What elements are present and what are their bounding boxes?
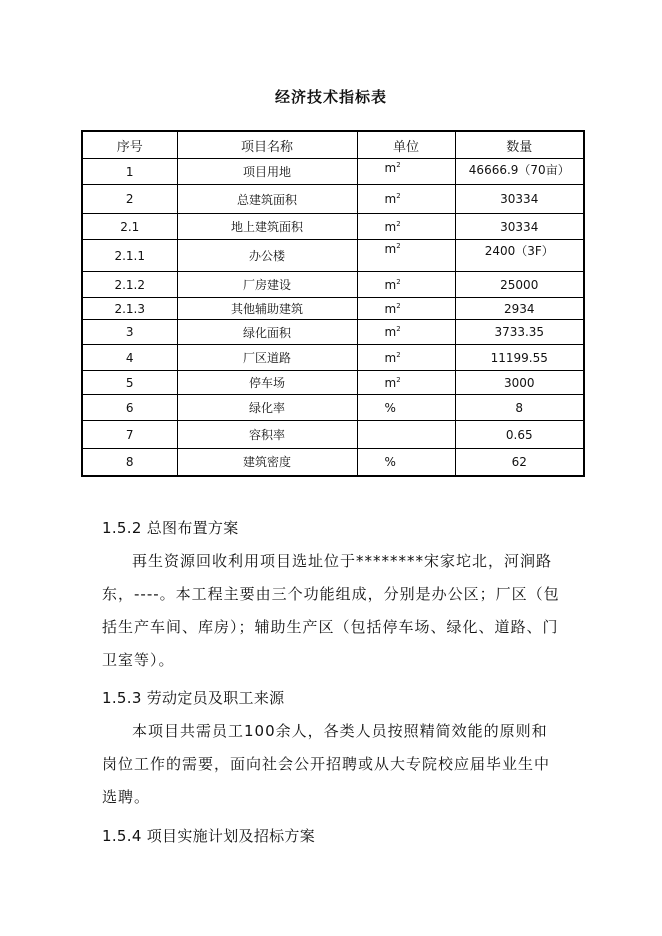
row-quantity: 62 <box>455 449 584 476</box>
page-title: 经济技术指标表 <box>274 88 387 106</box>
row-quantity: 0.65 <box>455 421 584 449</box>
unit-superscript: 2 <box>396 301 401 310</box>
row-unit <box>357 345 455 371</box>
unit-text: % <box>384 454 396 469</box>
unit-superscript: 2 <box>396 192 401 200</box>
table-row <box>82 159 584 185</box>
unit-text: m <box>384 219 397 234</box>
row-index: 2.1 <box>82 214 177 240</box>
row-quantity: 3000 <box>455 371 584 395</box>
row-quantity: 3733.35 <box>455 320 584 345</box>
row-unit <box>357 298 455 320</box>
paragraph-layout: 再生资源回收利用项目选址位于********宋家坨北，河涧路东，----。本工程主要由三个功能组成，分别是办公区；厂区（包括生产车间、库房）；辅助生产区（包括停车场、绿化、道路、门卫室等）。 <box>102 552 560 669</box>
indicator-table <box>81 130 585 477</box>
row-item-name: 容积率 <box>177 421 357 449</box>
row-index: 2.1.3 <box>82 298 177 320</box>
section-heading-layout: 1.5.2 总图布置方案 <box>102 519 239 537</box>
row-item-name: 绿化面积 <box>177 320 357 345</box>
table-row <box>82 185 584 214</box>
row-item-name: 办公楼 <box>177 240 357 272</box>
table-row <box>82 214 584 240</box>
row-index: 1 <box>82 159 177 185</box>
row-item-name: 绿化率 <box>177 395 357 421</box>
row-item-name: 厂房建设 <box>177 272 357 298</box>
table-body <box>82 159 584 476</box>
unit-superscript: 2 <box>396 161 401 169</box>
row-item-name: 地上建筑面积 <box>177 214 357 240</box>
unit-text: m <box>384 301 397 316</box>
unit-text: % <box>384 400 396 415</box>
unit-superscript: 2 <box>396 350 401 359</box>
row-item-name: 总建筑面积 <box>177 185 357 214</box>
unit-superscript: 2 <box>396 325 401 333</box>
row-index: 2 <box>82 185 177 214</box>
row-quantity: 30334 <box>455 185 584 214</box>
row-unit <box>357 371 455 395</box>
unit-text: m <box>384 375 397 390</box>
header-item-name: 项目名称 <box>177 131 357 159</box>
row-unit <box>357 395 455 421</box>
header-quantity: 数量 <box>455 131 584 159</box>
unit-text: m <box>384 277 397 292</box>
table-row <box>82 371 584 395</box>
table-row <box>82 421 584 449</box>
row-unit <box>357 214 455 240</box>
row-unit <box>357 159 455 185</box>
row-quantity: 46666.9（70亩） <box>455 159 584 185</box>
unit-text: m <box>384 192 397 206</box>
table-row <box>82 272 584 298</box>
row-index: 2.1.2 <box>82 272 177 298</box>
table-row <box>82 298 584 320</box>
row-item-name: 项目用地 <box>177 159 357 185</box>
row-unit <box>357 185 455 214</box>
paragraph-staffing: 本项目共需员工100余人，各类人员按照精简效能的原则和岗位工作的需要，面向社会公开招聘或从大专院校应届毕业生中选聘。 <box>102 722 551 806</box>
table-row <box>82 449 584 476</box>
table-header-row <box>82 131 584 159</box>
row-item-name: 建筑密度 <box>177 449 357 476</box>
row-item-name: 厂区道路 <box>177 345 357 371</box>
row-unit <box>357 272 455 298</box>
row-unit <box>357 421 455 449</box>
row-item-name: 停车场 <box>177 371 357 395</box>
row-item-name: 其他辅助建筑 <box>177 298 357 320</box>
section-heading-schedule: 1.5.4 项目实施计划及招标方案 <box>102 827 316 845</box>
row-unit <box>357 320 455 345</box>
row-quantity: 11199.55 <box>455 345 584 371</box>
unit-superscript: 2 <box>396 219 401 228</box>
row-quantity: 25000 <box>455 272 584 298</box>
unit-text: m <box>384 161 397 175</box>
row-quantity: 2400（3F） <box>455 240 584 272</box>
row-index: 3 <box>82 320 177 345</box>
unit-superscript: 2 <box>396 375 401 384</box>
row-quantity: 30334 <box>455 214 584 240</box>
row-index: 5 <box>82 371 177 395</box>
table-row <box>82 345 584 371</box>
row-index: 6 <box>82 395 177 421</box>
row-unit <box>357 240 455 272</box>
section-heading-staffing: 1.5.3 劳动定员及职工来源 <box>102 689 285 707</box>
unit-text: m <box>384 325 397 339</box>
table-row <box>82 395 584 421</box>
row-index: 7 <box>82 421 177 449</box>
row-quantity: 2934 <box>455 298 584 320</box>
row-index: 4 <box>82 345 177 371</box>
unit-superscript: 2 <box>396 242 401 250</box>
row-index: 2.1.1 <box>82 240 177 272</box>
table-row <box>82 240 584 272</box>
unit-superscript: 2 <box>396 277 401 286</box>
unit-text: m <box>384 242 397 256</box>
row-unit <box>357 449 455 476</box>
row-index: 8 <box>82 449 177 476</box>
table-row <box>82 320 584 345</box>
row-quantity: 8 <box>455 395 584 421</box>
header-unit: 单位 <box>357 131 455 159</box>
unit-text: m <box>384 350 397 365</box>
header-index: 序号 <box>82 131 177 159</box>
